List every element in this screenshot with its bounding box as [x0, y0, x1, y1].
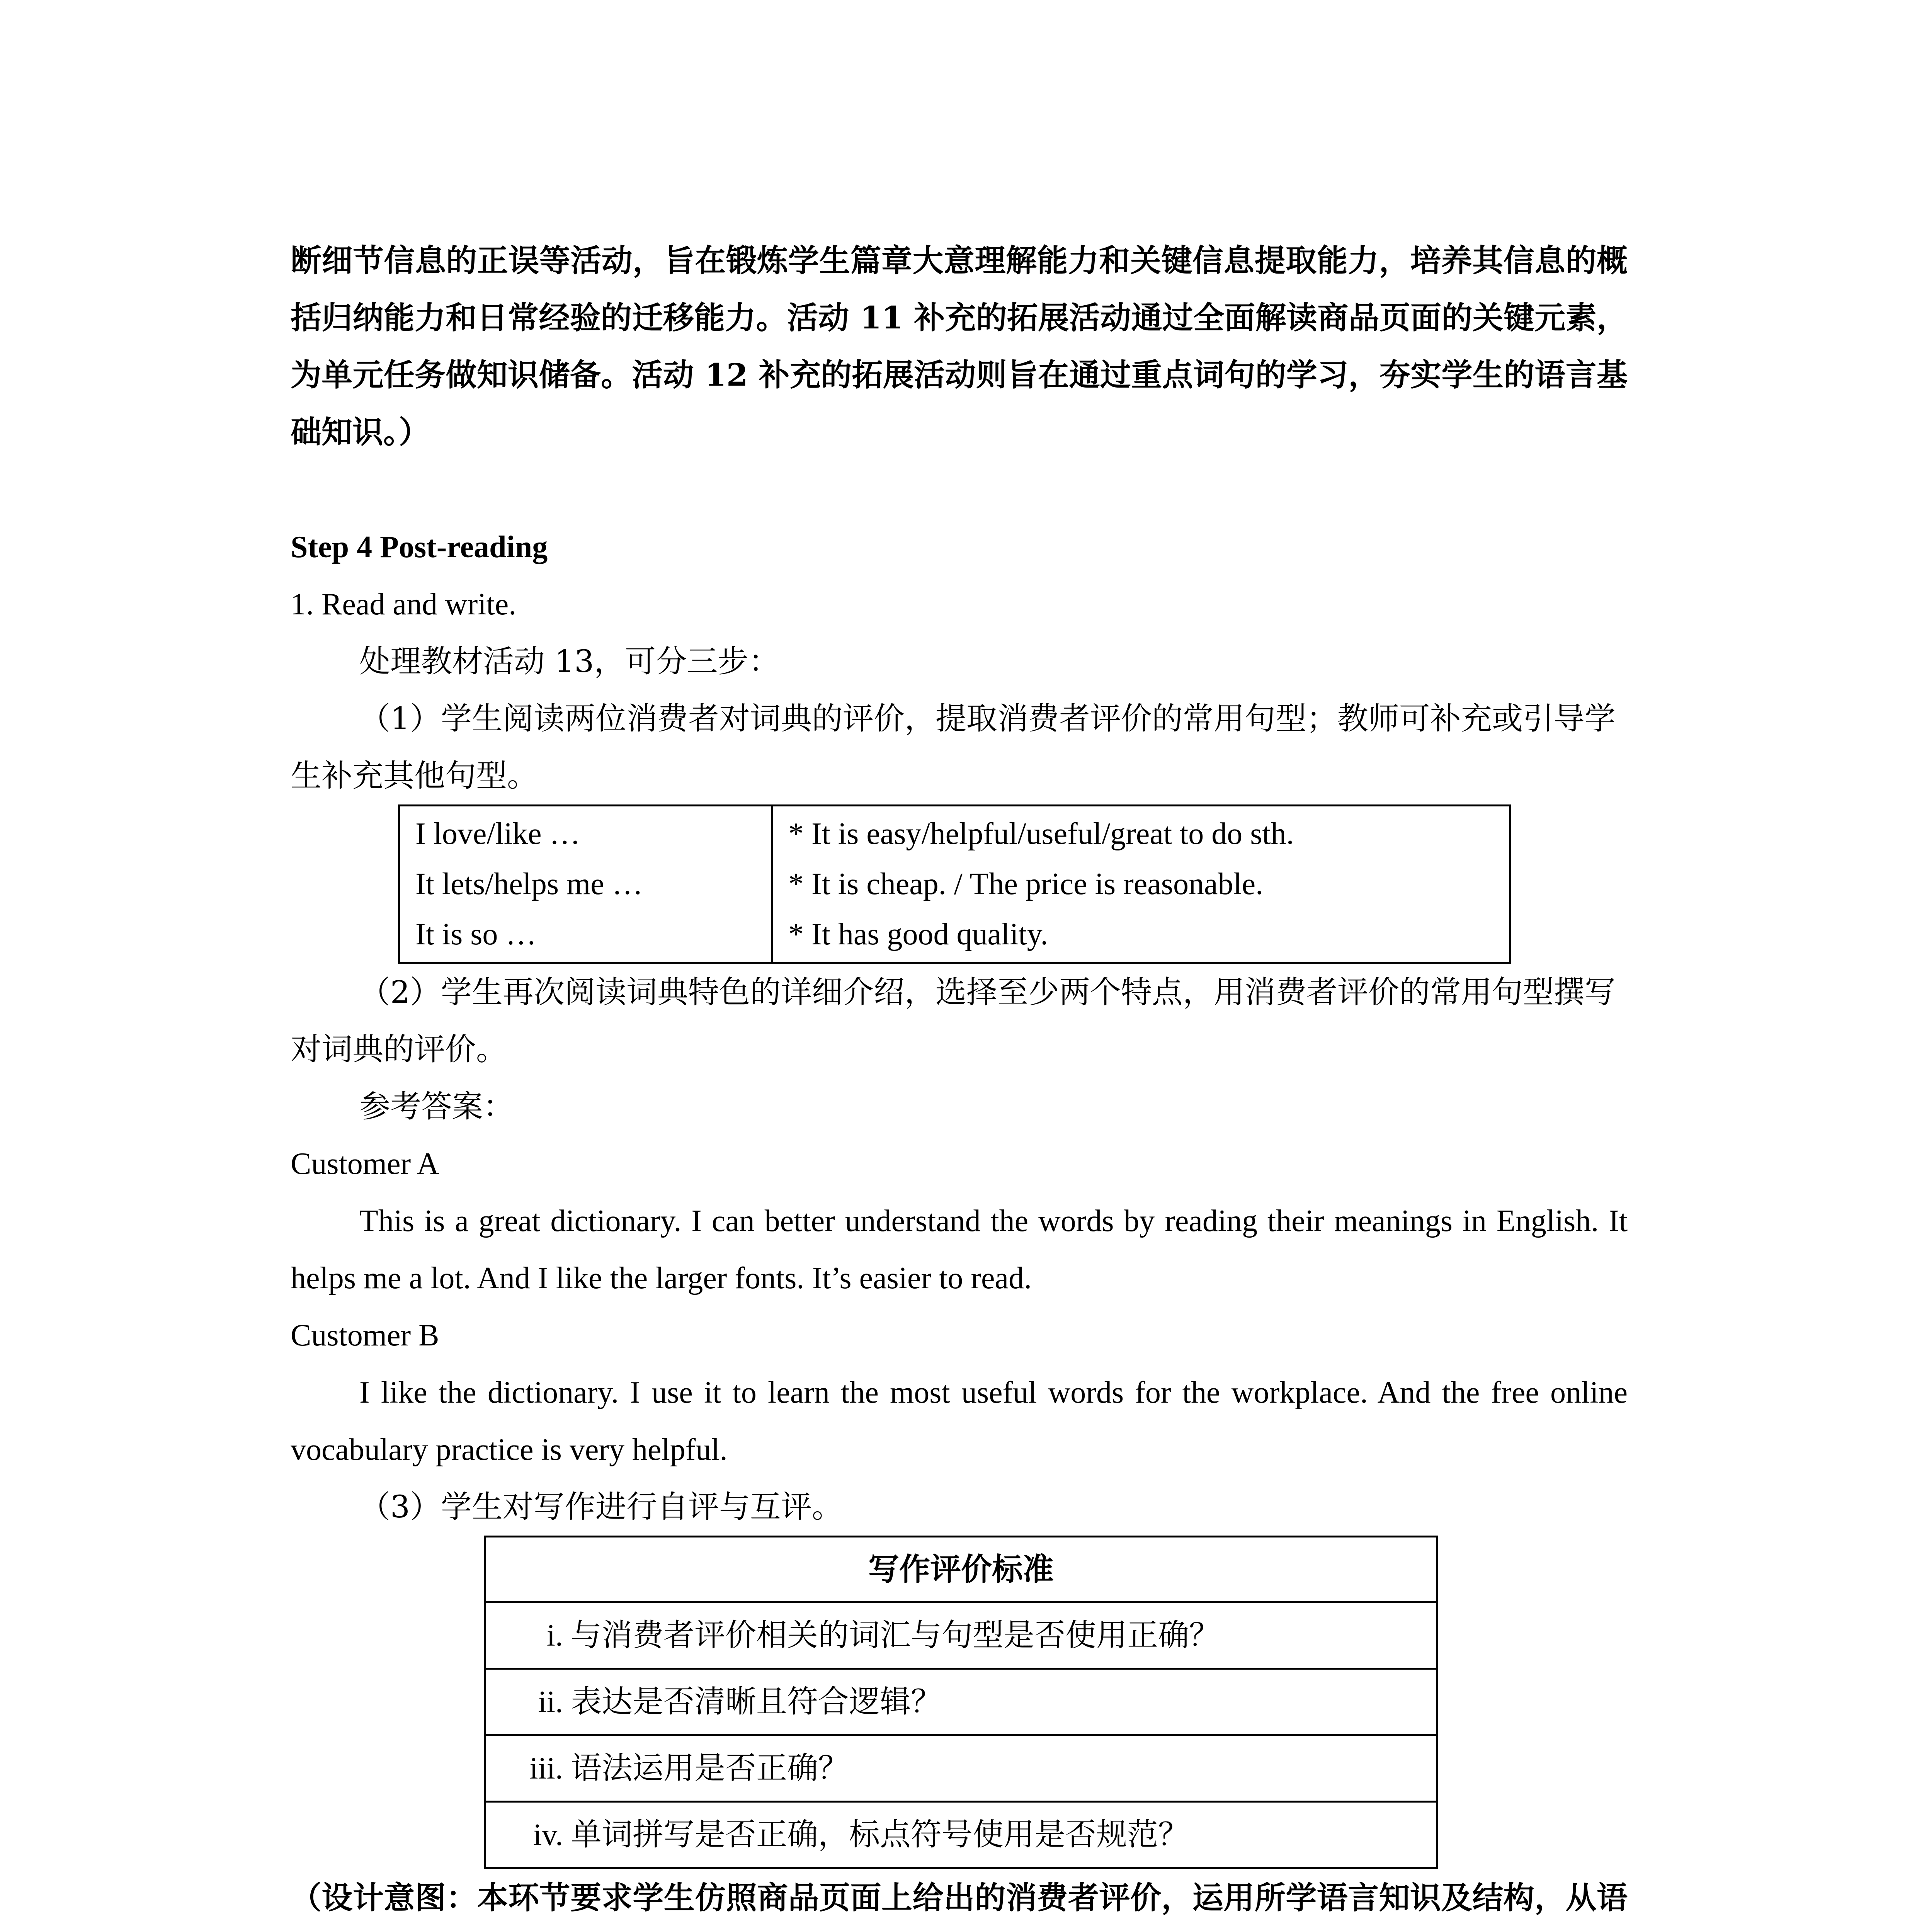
writing-rubric-table	[484, 1536, 1438, 1869]
rubric-item-number: ii.	[538, 1685, 563, 1719]
pattern-item: * It is easy/helpful/useful/great to do sth.	[788, 817, 1294, 851]
pattern-item: It lets/helps me …	[415, 867, 643, 901]
step4-heading: Step 4 Post-reading	[291, 530, 548, 564]
patterns-left-cell	[399, 806, 772, 963]
rubric-item	[485, 1602, 1437, 1669]
rubric-item-text: 语法运用是否正确？	[571, 1750, 849, 1786]
pattern-item: * It is cheap. / The price is reasonable.	[788, 867, 1264, 901]
customer-a-label: Customer A	[291, 1147, 439, 1181]
patterns-right-cell	[772, 806, 1510, 963]
pattern-item: It is so …	[415, 917, 537, 951]
rubric-item-text: 与消费者评价相关的词汇与句型是否使用正确？	[571, 1617, 1220, 1653]
customer-b-review: I like the dictionary. I use it to learn the most useful words for the workplace. And the free online vocabulary practice is very helpful.	[291, 1376, 1628, 1467]
customer-a-review: This is a great dictionary. I can better understand the words by reading their meanings in English. It helps me a lot. And I like the larger fonts. It’s easier to read.	[291, 1204, 1628, 1295]
rubric-item-number: iii.	[529, 1752, 563, 1786]
rubric-item-number: i.	[546, 1619, 563, 1653]
table-row	[399, 806, 1510, 963]
spacer	[291, 461, 1628, 519]
rubric-item-number: iv.	[533, 1818, 563, 1852]
step4-line1: 处理教材活动 13，可分三步：	[359, 643, 780, 679]
rubric-item-text: 表达是否清晰且符合逻辑？	[571, 1684, 942, 1719]
reference-answer-label: 参考答案：	[359, 1088, 514, 1124]
rubric-title: 写作评价标准	[485, 1537, 1437, 1602]
step4-part2: （2）学生再次阅读词典特色的详细介绍，选择至少两个特点，用消费者评价的常用句型撰写对词典的评价。	[291, 974, 1616, 1067]
table-row	[485, 1735, 1437, 1802]
rubric-item	[485, 1669, 1437, 1735]
step4-part1: （1）学生阅读两位消费者对词典的评价，提取消费者评价的常用句型；教师可补充或引导学生补充其他句型。	[291, 701, 1616, 794]
page-content	[291, 232, 1628, 1932]
rubric-item	[485, 1802, 1437, 1868]
table-row	[485, 1602, 1437, 1669]
step4-sub1: 1. Read and write.	[291, 587, 517, 621]
design-intent-intro: 断细节信息的正误等活动，旨在锻炼学生篇章大意理解能力和关键信息提取能力，培养其信息的概括归纳能力和日常经验的迁移能力。活动 11 补充的拓展活动通过全面解读商品页面的关键元素，为单元任务做知识储备。活动 12 补充的拓展活动则旨在通过重点词句的学习，夯实学生的语言基础知识。）	[291, 242, 1628, 450]
sentence-patterns-table	[398, 804, 1511, 964]
pattern-item: * It has good quality.	[788, 917, 1048, 951]
rubric-item-text: 单词拼写是否正确，标点符号使用是否规范？	[571, 1816, 1189, 1852]
rubric-item	[485, 1735, 1437, 1802]
pattern-item: I love/like …	[415, 817, 580, 851]
table-row	[485, 1537, 1437, 1602]
customer-b-label: Customer B	[291, 1318, 439, 1352]
design-intent-step4: （设计意图：本环节要求学生仿照商品页面上给出的消费者评价，运用所学语言知识及结构，从语	[291, 1879, 1628, 1916]
table-row	[485, 1669, 1437, 1735]
table-row	[485, 1802, 1437, 1868]
step4-part3: （3）学生对写作进行自评与互评。	[359, 1489, 843, 1525]
